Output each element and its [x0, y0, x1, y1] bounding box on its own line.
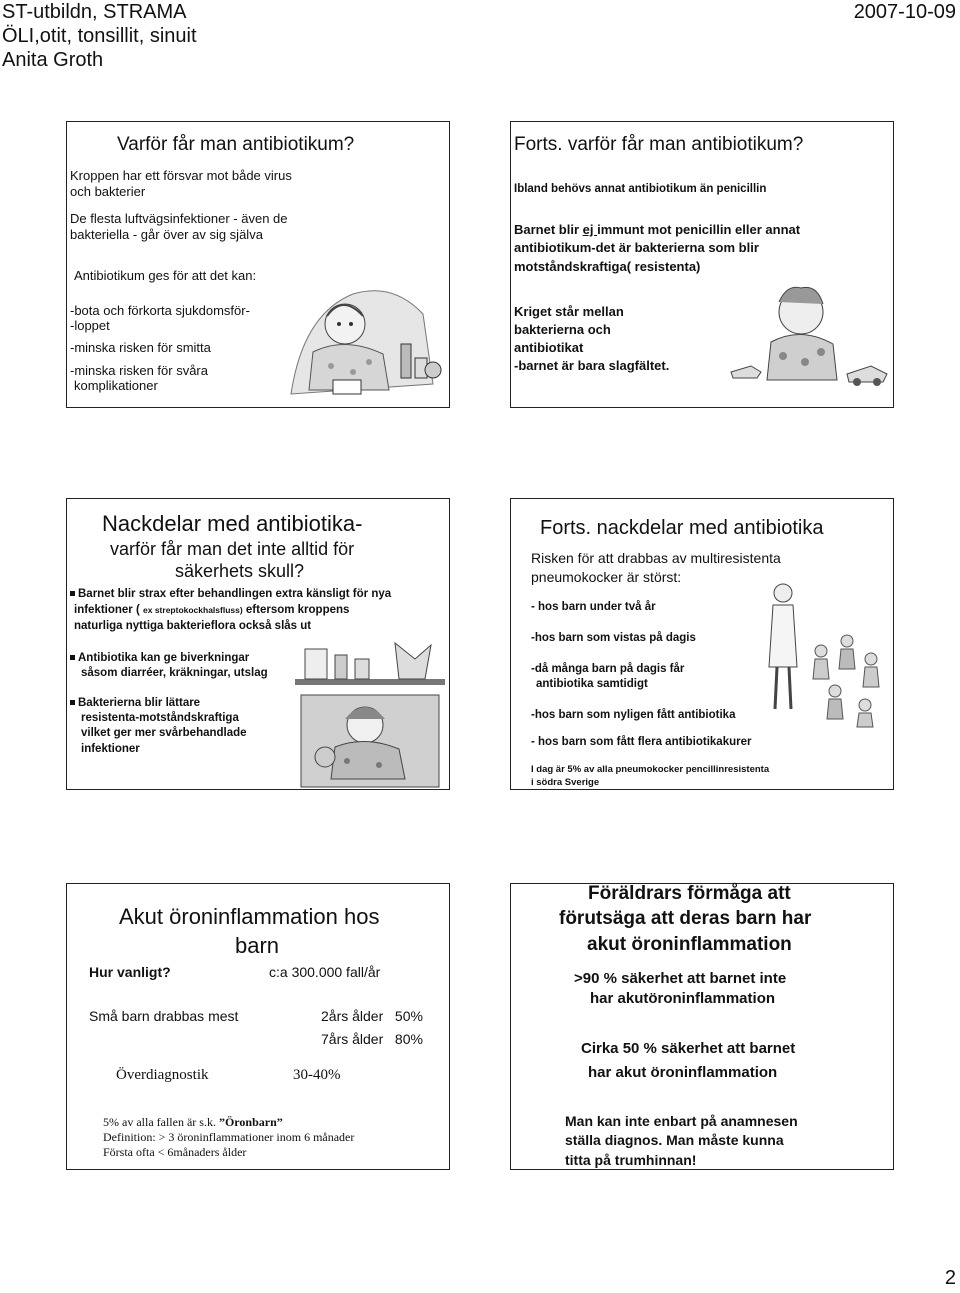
slide-3 [66, 498, 450, 790]
slide-3-title: varför får man det inte alltid för [110, 539, 355, 559]
slide-3-bullet: Bakterierna blir lättare [70, 697, 200, 709]
age-2-value: 2års ålder 50% [321, 1008, 423, 1024]
slide-2-text: antibiotikum-det är bakterierna som blir [514, 240, 759, 255]
header-date: 2007-10-09 [853, 1, 956, 23]
slide-1 [66, 121, 450, 408]
slide-3-text: resistenta-motståndskraftiga [81, 712, 239, 724]
slide-3-text: vilket ger mer svårbehandlade [81, 727, 247, 739]
slide-6-title: förutsäga att deras barn har [559, 908, 812, 929]
slide-6-text: titta på trumhinnan! [565, 1152, 697, 1168]
slide-3-bullet: Barnet blir strax efter behandlingen extra känsligt för nya [70, 588, 391, 600]
slide-6-text: har akut öroninflammation [588, 1064, 778, 1081]
overdiagnosis-value: 30-40% [293, 1067, 341, 1083]
slide-4-list-item: - hos barn som fått flera antibiotikakurer [531, 736, 752, 748]
slide-2-text: Ibland behövs annat antibiotikum än penicillin [514, 183, 767, 195]
slide-1-text: -loppet [70, 318, 110, 333]
slide-2-text: motståndskraftiga( resistenta) [514, 259, 701, 274]
slide-1-text: De flesta luftvägsinfektioner - även de [70, 211, 288, 226]
slide-5-note: Första ofta < 6månaders ålder [103, 1145, 247, 1159]
slide-5-title: barn [235, 933, 280, 958]
slide-3-title: Nackdelar med antibiotika- [102, 511, 363, 536]
slide-2-text: antibiotikat [514, 340, 584, 355]
slide-1-text: och bakterier [70, 184, 146, 199]
slide-1-text: Antibiotikum ges för att det kan: [74, 268, 257, 283]
slide-6-text: ställa diagnos. Man måste kunna [565, 1132, 784, 1148]
slide-4-list-item: -då många barn på dagis får [531, 663, 685, 675]
doctor-with-children-illustration [761, 581, 893, 729]
slide-6-text: Cirka 50 % säkerhet att barnet [581, 1040, 796, 1057]
small-children-label: Små barn drabbas mest [89, 1008, 239, 1024]
slide-2-text: Barnet blir ej immunt mot penicillin eller annat [514, 222, 801, 237]
page-number: 2 [944, 1267, 956, 1289]
slide-6-title: Föräldrars förmåga att [588, 883, 791, 904]
overdiagnosis-label: Överdiagnostik [116, 1067, 209, 1083]
slide-3-text: såsom diarréer, kräkningar, utslag [81, 667, 268, 679]
slide-6-text: har akutöroninflammation [590, 990, 776, 1007]
slide-3-bullet: Antibiotika kan ge biverkningar [70, 652, 249, 664]
slide-1-text: -minska risken för svåra [70, 363, 208, 378]
sick-child-illustration [283, 274, 447, 406]
slide-6-title: akut öroninflammation [587, 934, 792, 955]
slide-4-list-item: -hos barn som vistas på dagis [531, 632, 696, 644]
slide-2-text: -barnet är bara slagfältet. [514, 358, 670, 373]
slide-4-list-item: antibiotika samtidigt [536, 678, 648, 690]
slide-5-note: Definition: > 3 öroninflammationer inom 6 månader [103, 1130, 355, 1144]
frequency-label: Hur vanligt? [89, 964, 171, 980]
slide-4-footnote: i södra Sverige [531, 777, 600, 788]
slide-4-list-item: -hos barn som nyligen fått antibiotika [531, 709, 736, 721]
slide-1-title: Varför får man antibiotikum? [117, 134, 355, 155]
bullet-square-icon [70, 700, 75, 705]
slide-5 [66, 883, 450, 1170]
child-with-toy-cars-illustration [721, 282, 893, 394]
slide-2-text: bakterierna och [514, 322, 611, 337]
slide-6-text: Man kan inte enbart på anamnesen [565, 1113, 798, 1129]
slide-1-text: -minska risken för smitta [70, 340, 211, 355]
age-7-value: 7års ålder 80% [321, 1031, 423, 1047]
slide-5-title: Akut öroninflammation hos [119, 904, 380, 929]
slide-4-list-item: - hos barn under två år [531, 601, 656, 613]
slide-6-text: >90 % säkerhet att barnet inte [574, 970, 787, 987]
slide-3-text: naturliga nyttiga bakterieflora också slås ut [74, 620, 312, 632]
slide-1-text: bakteriella - går över av sig själva [70, 227, 263, 242]
header-author: Anita Groth [2, 49, 104, 71]
slide-3-text: infektioner ( ex streptokockhalsfluss) eftersom kroppens [74, 604, 350, 616]
slide-4-text: pneumokocker är störst: [531, 569, 682, 585]
slide-4 [510, 498, 894, 790]
slide-1-text: komplikationer [74, 378, 158, 393]
slide-4-title: Forts. nackdelar med antibiotika [540, 517, 824, 539]
slide-6 [510, 883, 894, 1170]
slide-2 [510, 121, 894, 408]
slide-3-title: säkerhets skull? [175, 561, 305, 581]
slide-1-text: -bota och förkorta sjukdomsför- [70, 303, 250, 318]
slide-4-footnote: I dag är 5% av alla pneumokocker pencillinresistenta [531, 764, 770, 775]
frequency-value: c:a 300.000 fall/år [269, 964, 381, 980]
header-topic: ÖLI,otit, tonsillit, sinuit [2, 25, 197, 47]
slide-4-text: Risken för att drabbas av multiresistenta [531, 550, 781, 566]
slide-2-text: Kriget står mellan [514, 304, 624, 319]
bullet-square-icon [70, 655, 75, 660]
child-in-bed-illustration [295, 639, 445, 789]
header-course: ST-utbildn, STRAMA [2, 1, 187, 23]
slide-1-text: Kroppen har ett försvar mot både virus [70, 168, 292, 183]
bullet-square-icon [70, 591, 75, 596]
slide-5-note: 5% av alla fallen är s.k. ”Öronbarn” [103, 1115, 283, 1129]
slide-3-text: infektioner [81, 743, 140, 755]
slide-2-title: Forts. varför får man antibiotikum? [514, 134, 804, 155]
